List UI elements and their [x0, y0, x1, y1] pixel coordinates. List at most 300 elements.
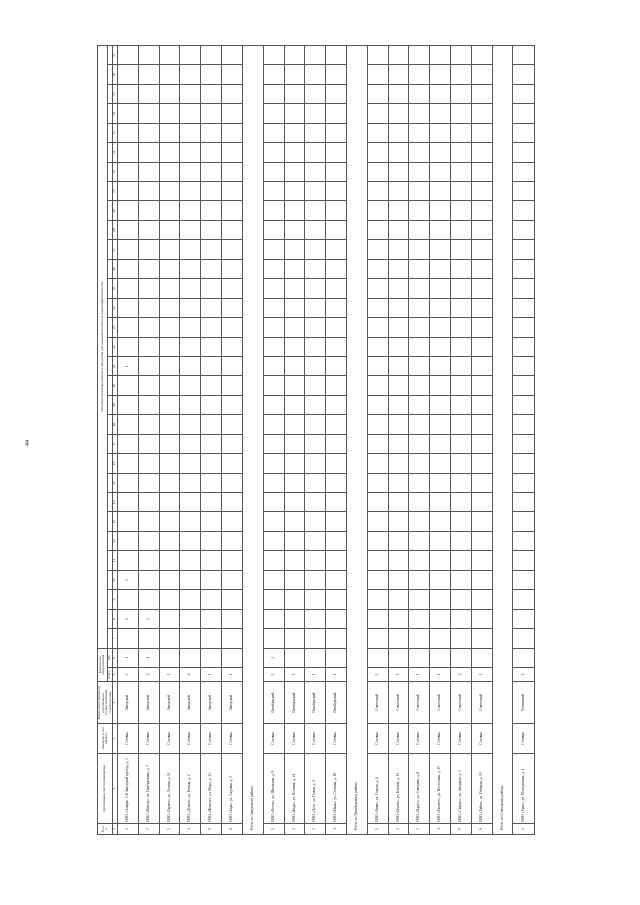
table-cell: [513, 376, 534, 395]
table-cell: [471, 415, 492, 434]
table-cell: Советский: [430, 682, 451, 724]
table-cell: [159, 395, 180, 414]
table-cell: Ленинский: [513, 682, 534, 724]
table-cell: [138, 415, 159, 434]
table-cell: [263, 512, 284, 531]
table-cell: [201, 570, 222, 589]
table-cell: [451, 65, 472, 84]
table-cell: 1: [367, 824, 388, 835]
table-cell: [180, 182, 201, 201]
table-cell: [326, 609, 347, 628]
table-cell: [263, 279, 284, 298]
table-cell: [159, 318, 180, 337]
table-cell: [326, 279, 347, 298]
table-cell: [201, 473, 222, 492]
table-cell: [430, 531, 451, 550]
table-cell: [159, 512, 180, 531]
table-cell: [138, 357, 159, 376]
table-cell: [409, 551, 430, 570]
table-cell: [326, 493, 347, 512]
table-cell: [409, 473, 430, 492]
table-cell: [513, 454, 534, 473]
table-cell: 1: [118, 824, 139, 835]
table-cell: [471, 376, 492, 395]
table-cell: [367, 65, 388, 84]
table-cell: [388, 609, 409, 628]
table-cell: [118, 182, 139, 201]
table-cell: [201, 590, 222, 609]
table-cell: 4: [180, 824, 201, 835]
table-cell: ООО «Омега», ул. Южная, д. 12: [388, 754, 409, 824]
table-cell: [388, 279, 409, 298]
table-cell: [430, 493, 451, 512]
table-cell: [118, 512, 139, 531]
table-cell: [388, 531, 409, 550]
table-cell: [263, 473, 284, 492]
table-cell: [159, 531, 180, 550]
table-cell: [180, 395, 201, 414]
table-cell: [305, 104, 326, 123]
table-cell: [451, 415, 472, 434]
table-cell: [222, 512, 243, 531]
column-number: 37: [113, 46, 118, 65]
table-cell: [180, 512, 201, 531]
table-cell: [263, 65, 284, 84]
table-cell: [513, 434, 534, 453]
table-cell: [451, 220, 472, 239]
table-cell: [513, 648, 534, 667]
table-cell: [284, 123, 305, 142]
table-cell: [138, 493, 159, 512]
table-cell: [326, 259, 347, 278]
column-number: 19: [113, 395, 118, 414]
table-cell: [159, 220, 180, 239]
table-cell: ООО «Сириус», ул. Западная, д. 3: [451, 754, 472, 824]
table-cell: [201, 201, 222, 220]
table-cell: 2: [451, 668, 472, 682]
table-cell: [222, 551, 243, 570]
table-cell: [409, 162, 430, 181]
table-row: [326, 46, 347, 835]
table-cell: [409, 512, 430, 531]
table-cell: [159, 279, 180, 298]
table-cell: [201, 46, 222, 65]
table-cell: ООО «Гарант», ул. Лесная, д. 11: [159, 754, 180, 824]
table-cell: [222, 279, 243, 298]
table-cell: [138, 531, 159, 550]
table-cell: [263, 570, 284, 589]
table-cell: [388, 143, 409, 162]
table-cell: [201, 104, 222, 123]
table-cell: [222, 415, 243, 434]
table-row: [118, 46, 139, 835]
table-cell: [222, 337, 243, 356]
table-cell: [513, 473, 534, 492]
table-cell: [305, 648, 326, 667]
table-cell: 2: [263, 668, 284, 682]
table-row: [471, 46, 492, 835]
table-cell: [180, 84, 201, 103]
table-cell: [263, 395, 284, 414]
table-cell: [367, 454, 388, 473]
table-cell: [471, 648, 492, 667]
table-cell: [513, 357, 534, 376]
column-number: 5: [113, 668, 118, 682]
table-cell: [263, 531, 284, 550]
table-cell: [222, 395, 243, 414]
table-cell: [451, 493, 472, 512]
table-cell: [409, 434, 430, 453]
table-cell: [118, 376, 139, 395]
table-cell: [159, 493, 180, 512]
header-cell: Район ответственности (организации, осуществляющей строительство): [98, 682, 113, 724]
table-cell: [409, 395, 430, 414]
table-cell: [367, 84, 388, 103]
column-number: 24: [113, 298, 118, 317]
column-number: 17: [113, 434, 118, 453]
column-number: 1: [113, 824, 118, 835]
table-cell: [180, 220, 201, 239]
header-subcell: всего: [107, 668, 112, 682]
table-cell: [430, 240, 451, 259]
table-cell: [471, 590, 492, 609]
table-cell: [118, 123, 139, 142]
table-cell: [180, 609, 201, 628]
table-cell: 1: [409, 668, 430, 682]
table-cell: Заводской: [180, 682, 201, 724]
table-cell: [471, 551, 492, 570]
table-row: [263, 46, 284, 835]
table-cell: Сотовая: [284, 724, 305, 754]
table-cell: [222, 123, 243, 142]
table-cell: [159, 337, 180, 356]
table-cell: [118, 395, 139, 414]
table-cell: [305, 512, 326, 531]
table-cell: 2: [284, 824, 305, 835]
table-cell: [367, 434, 388, 453]
table-cell: [471, 609, 492, 628]
table-cell: ООО «Альфа», 1-й Заводской проезд, д. 3: [118, 754, 139, 824]
table-cell: [513, 531, 534, 550]
table-cell: ООО «Маяк», ул. Степная, д. 18: [326, 754, 347, 824]
table-cell: [471, 298, 492, 317]
table-cell: [513, 415, 534, 434]
table-cell: [388, 434, 409, 453]
table-cell: [118, 298, 139, 317]
table-cell: [326, 648, 347, 667]
table-cell: [159, 143, 180, 162]
table-cell: [305, 84, 326, 103]
table-cell: [451, 182, 472, 201]
table-cell: [201, 454, 222, 473]
table-cell: [471, 123, 492, 142]
table-cell: [284, 65, 305, 84]
column-number: 12: [113, 531, 118, 550]
table-cell: 3: [409, 824, 430, 835]
table-cell: ООО «Луч», ул. Новая, д. 4: [305, 754, 326, 824]
table-row: [451, 46, 472, 835]
table-cell: [284, 84, 305, 103]
table-cell: [388, 493, 409, 512]
table-cell: [222, 434, 243, 453]
table-cell: 2: [138, 668, 159, 682]
table-cell: [326, 298, 347, 317]
column-number: 35: [113, 84, 118, 103]
table-cell: [367, 104, 388, 123]
column-number: 3: [113, 724, 118, 754]
table-cell: [513, 162, 534, 181]
table-cell: Октябрьский: [284, 682, 305, 724]
table-cell: Октябрьский: [326, 682, 347, 724]
table-cell: [409, 609, 430, 628]
table-row: [159, 46, 180, 835]
table-row: [388, 46, 409, 835]
table-cell: [451, 259, 472, 278]
table-cell: [284, 46, 305, 65]
column-number: 14: [113, 493, 118, 512]
table-cell: [159, 182, 180, 201]
table-cell: [159, 298, 180, 317]
table-cell: [451, 473, 472, 492]
table-cell: [471, 182, 492, 201]
table-cell: [201, 629, 222, 648]
table-cell: [305, 415, 326, 434]
table-cell: [284, 434, 305, 453]
table-cell: [326, 318, 347, 337]
table-cell: [513, 104, 534, 123]
table-cell: [118, 84, 139, 103]
table-cell: [180, 65, 201, 84]
column-number: 9: [113, 590, 118, 609]
table-cell: [138, 570, 159, 589]
table-row: [305, 46, 326, 835]
table-cell: [513, 590, 534, 609]
table-cell: [118, 590, 139, 609]
table-cell: [513, 298, 534, 317]
table-cell: [118, 337, 139, 356]
table-cell: [201, 123, 222, 142]
table-cell: Советский: [409, 682, 430, 724]
table-cell: 1: [263, 648, 284, 667]
table-cell: [367, 220, 388, 239]
table-cell: 1: [284, 668, 305, 682]
table-cell: [430, 123, 451, 142]
table-cell: [388, 551, 409, 570]
table-cell: 1: [388, 668, 409, 682]
table-cell: [284, 143, 305, 162]
table-cell: [138, 551, 159, 570]
table-cell: [180, 454, 201, 473]
table-cell: [159, 434, 180, 453]
column-number: 6: [113, 648, 118, 667]
table-cell: [305, 376, 326, 395]
table-cell: [451, 104, 472, 123]
table-cell: [409, 648, 430, 667]
table-cell: [118, 143, 139, 162]
table-cell: [263, 143, 284, 162]
table-cell: 4: [326, 824, 347, 835]
table-cell: [305, 590, 326, 609]
table-cell: [388, 376, 409, 395]
table-cell: [451, 123, 472, 142]
table-cell: 1: [118, 648, 139, 667]
table-cell: [222, 84, 243, 103]
table-cell: [513, 318, 534, 337]
table-cell: [451, 434, 472, 453]
table-cell: Сотовая: [138, 724, 159, 754]
table-cell: Сотовая: [451, 724, 472, 754]
table-cell: [284, 629, 305, 648]
table-cell: [409, 104, 430, 123]
table-cell: [222, 162, 243, 181]
table-cell: [513, 337, 534, 356]
table-cell: [367, 570, 388, 589]
table-cell: [118, 220, 139, 239]
table-cell: [367, 648, 388, 667]
table-cell: [138, 46, 159, 65]
table-cell: 1: [326, 668, 347, 682]
table-cell: [430, 609, 451, 628]
table-cell: [388, 46, 409, 65]
table-cell: ООО «Дельта», ул. Речная, д. 2: [180, 754, 201, 824]
table-cell: [430, 201, 451, 220]
table-cell: [367, 162, 388, 181]
table-cell: [367, 590, 388, 609]
document-frame: [97, 45, 532, 835]
table-cell: [118, 104, 139, 123]
column-number: 21: [113, 357, 118, 376]
table-cell: ООО «Кедр», ул. Полевая, д. 21: [284, 754, 305, 824]
table-cell: [118, 279, 139, 298]
table-cell: [201, 337, 222, 356]
table-cell: [263, 162, 284, 181]
table-cell: [451, 512, 472, 531]
table-cell: [430, 182, 451, 201]
table-cell: [305, 46, 326, 65]
table-cell: [367, 298, 388, 317]
table-cell: [180, 357, 201, 376]
table-cell: [430, 220, 451, 239]
column-number: 31: [113, 162, 118, 181]
table-cell: [305, 531, 326, 550]
table-cell: ООО «Нива», ул. Горная, д. 6: [367, 754, 388, 824]
column-number: 26: [113, 259, 118, 278]
table-cell: 2: [388, 824, 409, 835]
table-cell: [284, 415, 305, 434]
table-cell: [471, 65, 492, 84]
table-cell: [409, 220, 430, 239]
table-cell: [430, 454, 451, 473]
table-cell: [118, 65, 139, 84]
table-cell: [159, 46, 180, 65]
table-cell: 5: [451, 824, 472, 835]
table-cell: [471, 395, 492, 414]
table-cell: [451, 279, 472, 298]
table-cell: [284, 376, 305, 395]
table-cell: [222, 609, 243, 628]
table-cell: 5: [201, 824, 222, 835]
table-cell: Октябрьский: [305, 682, 326, 724]
table-cell: [159, 376, 180, 395]
table-cell: [284, 182, 305, 201]
table-cell: [180, 415, 201, 434]
table-cell: [305, 454, 326, 473]
table-cell: [451, 570, 472, 589]
table-cell: [388, 454, 409, 473]
equipment-table: [97, 45, 535, 835]
table-cell: Сотовая: [326, 724, 347, 754]
table-cell: [284, 473, 305, 492]
table-cell: [451, 590, 472, 609]
table-row: [201, 46, 222, 835]
table-cell: ООО «Тайга», ул. Озёрная, д. 10: [471, 754, 492, 824]
table-cell: [451, 609, 472, 628]
table-cell: [430, 629, 451, 648]
table-cell: [513, 570, 534, 589]
table-cell: [513, 46, 534, 65]
table-cell: [180, 376, 201, 395]
table-cell: [471, 357, 492, 376]
table-cell: Сотовая: [201, 724, 222, 754]
table-cell: [118, 259, 139, 278]
table-cell: [513, 220, 534, 239]
table-cell: [326, 415, 347, 434]
column-number: 18: [113, 415, 118, 434]
table-cell: [305, 259, 326, 278]
table-cell: [367, 259, 388, 278]
table-cell: [263, 434, 284, 453]
table-cell: [138, 143, 159, 162]
table-cell: [367, 337, 388, 356]
column-number: 34: [113, 104, 118, 123]
table-cell: [284, 259, 305, 278]
table-cell: [180, 123, 201, 142]
table-cell: [118, 473, 139, 492]
table-cell: [263, 590, 284, 609]
table-cell: [222, 376, 243, 395]
table-cell: [263, 337, 284, 356]
table-cell: [180, 279, 201, 298]
table-cell: [284, 609, 305, 628]
table-cell: [367, 473, 388, 492]
table-cell: [430, 551, 451, 570]
header-group-label: Тип объектов (оборудование и продукция для повышения качества энергоэффективности): [98, 46, 108, 649]
table-cell: [222, 201, 243, 220]
table-cell: [409, 337, 430, 356]
table-cell: [284, 590, 305, 609]
table-cell: [430, 648, 451, 667]
table-cell: [263, 84, 284, 103]
table-cell: [388, 182, 409, 201]
table-cell: 1: [222, 668, 243, 682]
page-number: 44: [25, 440, 31, 446]
table-cell: [159, 473, 180, 492]
table-cell: [430, 337, 451, 356]
table-cell: [222, 648, 243, 667]
table-cell: [471, 162, 492, 181]
table-cell: [451, 648, 472, 667]
table-cell: [284, 318, 305, 337]
table-cell: [409, 201, 430, 220]
table-cell: [263, 454, 284, 473]
table-cell: [180, 434, 201, 453]
table-cell: [430, 162, 451, 181]
table-cell: [201, 259, 222, 278]
column-number: 23: [113, 318, 118, 337]
table-cell: [180, 629, 201, 648]
table-cell: [388, 123, 409, 142]
table-cell: [201, 609, 222, 628]
